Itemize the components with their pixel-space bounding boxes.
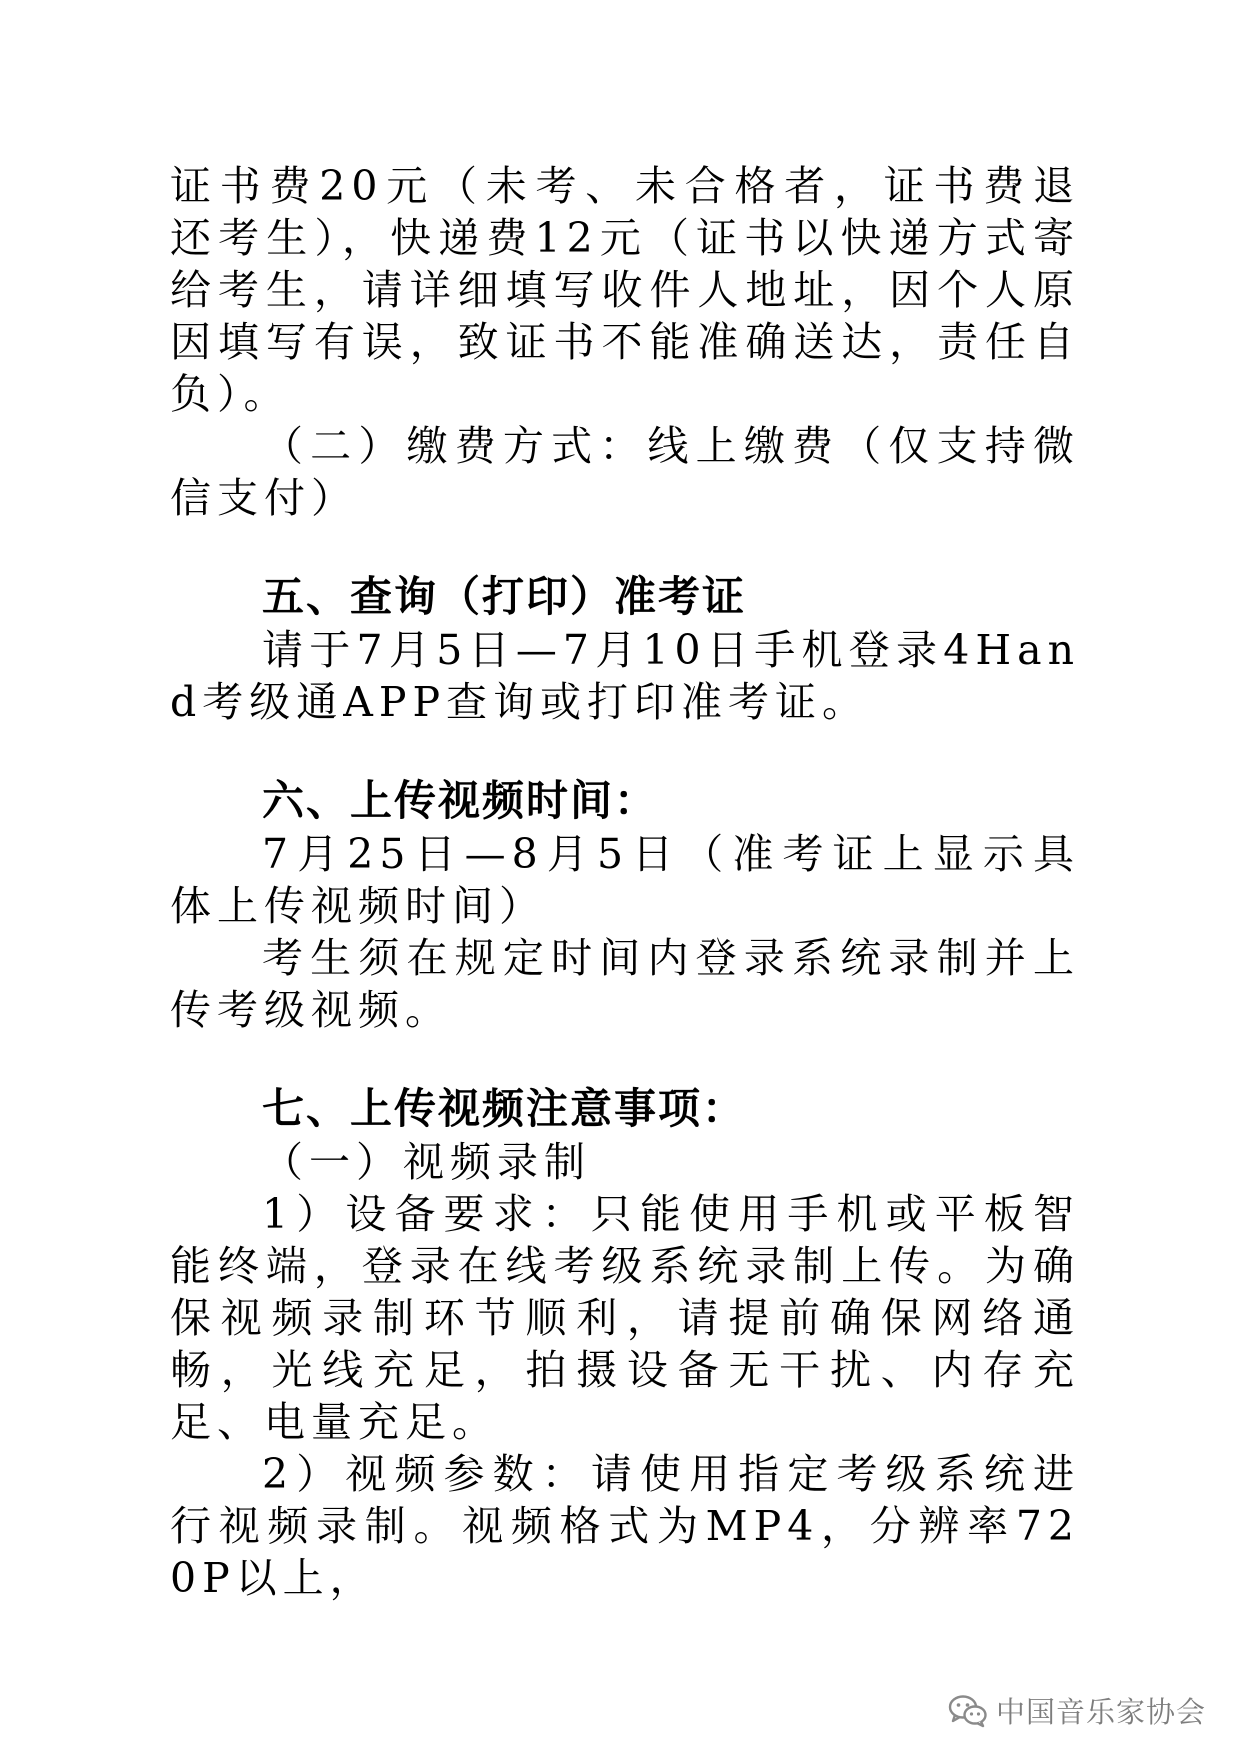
watermark-text: 中国音乐家协会	[995, 1695, 1206, 1729]
section-heading-upload-notes: 七、上传视频注意事项：	[262, 1084, 747, 1133]
admission-ticket-paragraph: 请于7月5日—7月10日手机登录4Hand考级通APP查询或打印准考证。	[170, 626, 1080, 726]
fee-paragraph: 证书费20元（未考、未合格者，证书费退还考生），快递费12元（证书以快递方式寄给考生，请详细填写收件人地址，因个人原因填写有误，致证书不能准确送达，责任自负）。	[170, 162, 1080, 418]
upload-requirement-paragraph: 考生须在规定时间内登录系统录制并上传考级视频。	[170, 934, 1080, 1034]
section-gap	[170, 1036, 1080, 1082]
section-gap	[170, 524, 1080, 570]
payment-method-paragraph: （二）缴费方式：线上缴费（仅支持微信支付）	[170, 422, 1080, 522]
section-heading-upload-time: 六、上传视频时间：	[262, 776, 659, 825]
video-parameters-paragraph: 2）视频参数：请使用指定考级系统进行视频录制。视频格式为MP4，分辨率720P以上，	[170, 1450, 1080, 1602]
section-gap	[170, 728, 1080, 774]
upload-time-paragraph: 7月25日—8月5日（准考证上显示具体上传视频时间）	[170, 830, 1080, 930]
video-recording-subheading: （一）视频录制	[262, 1138, 591, 1186]
document-body	[170, 160, 1080, 1604]
wechat-icon	[948, 1694, 988, 1728]
device-requirement-paragraph: 1）设备要求：只能使用手机或平板智能终端，登录在线考级系统录制上传。为确保视频录制环节顺利，请提前确保网络通畅，光线充足，拍摄设备无干扰、内存充足、电量充足。	[170, 1190, 1080, 1446]
watermark	[948, 1690, 1206, 1731]
section-heading-admission-ticket: 五、查询（打印）准考证	[262, 572, 747, 621]
